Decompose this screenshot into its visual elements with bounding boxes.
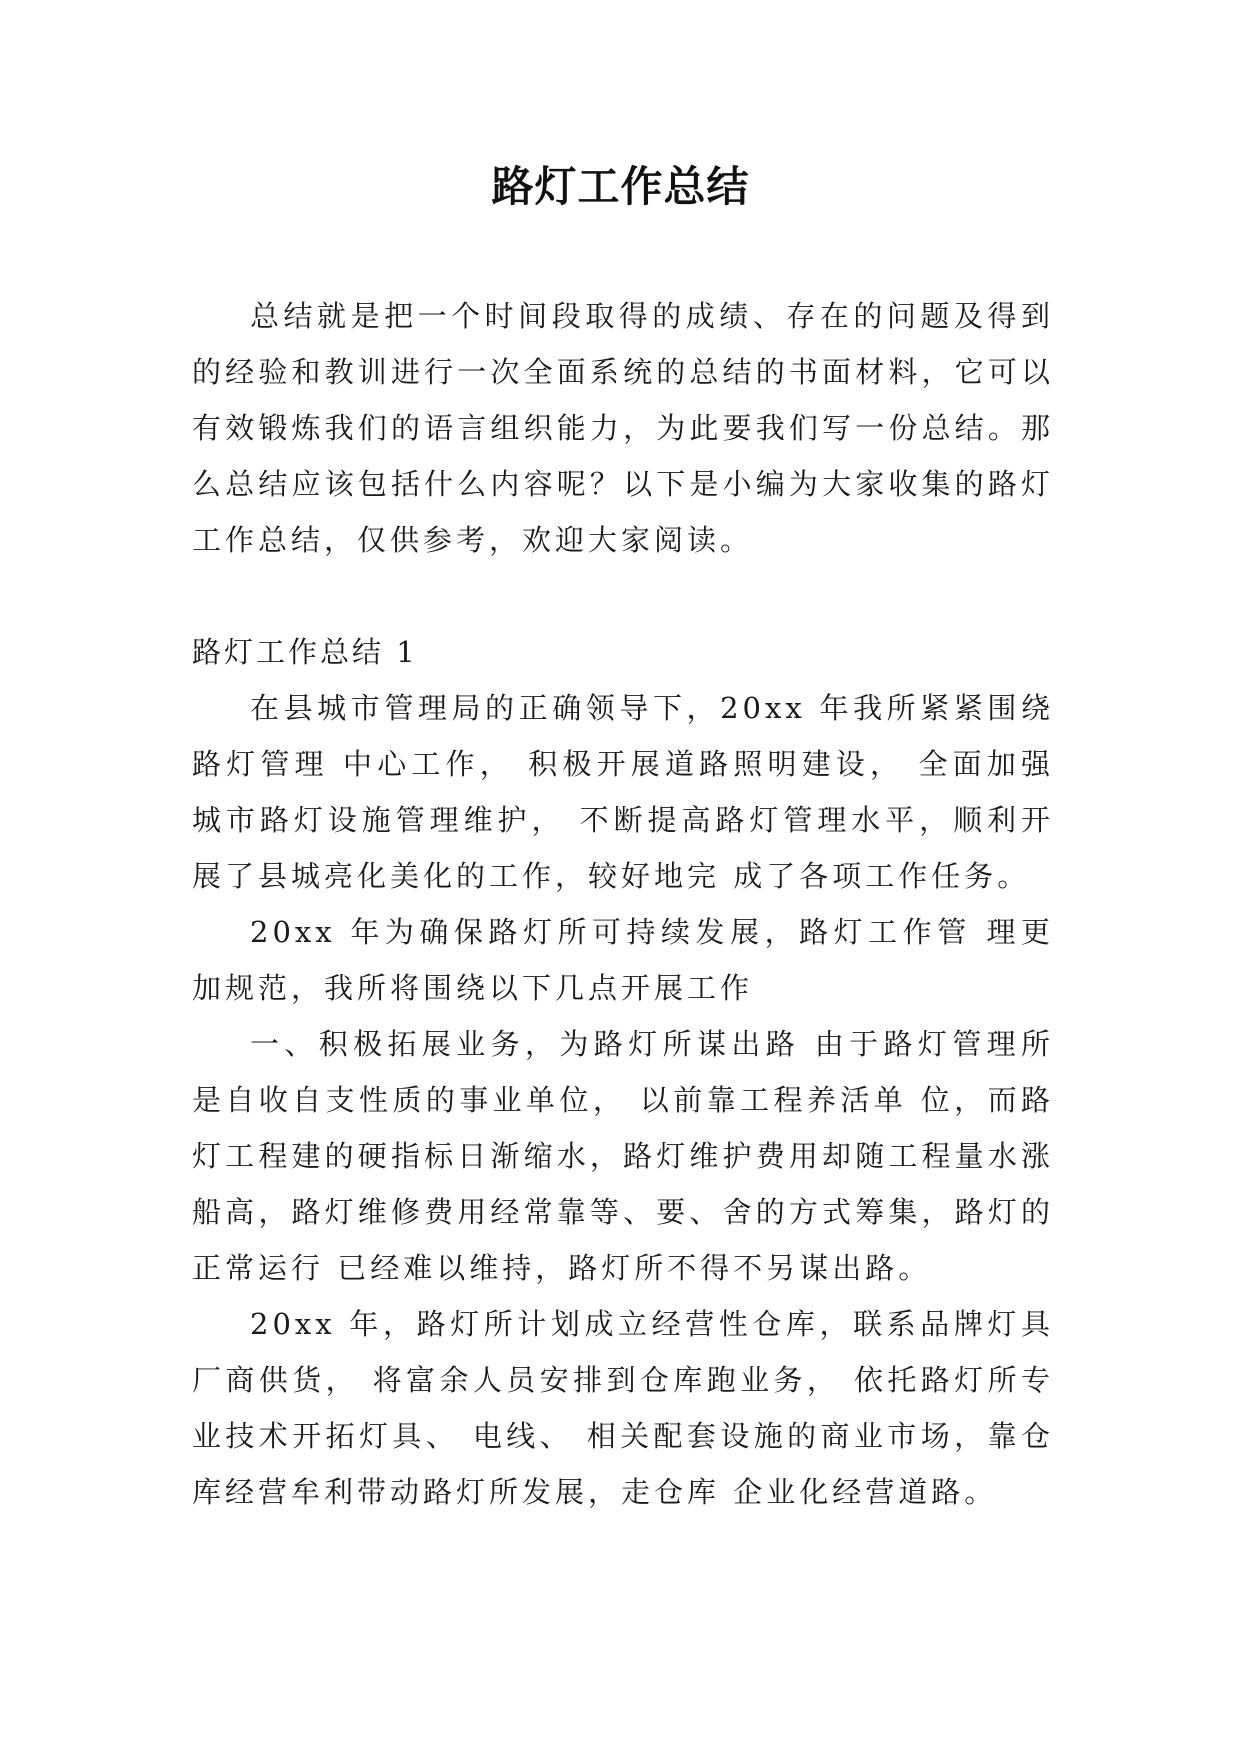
body-paragraph: 20xx 年为确保路灯所可持续发展，路灯工作管 理更加规范，我所将围绕以下几点开展工作 [192,915,1054,1005]
body-paragraph: 20xx 年，路灯所计划成立经营性仓库，联系品牌灯具厂商供货， 将富余人员安排到仓库跑业务， 依托路灯所专业技术开拓灯具、 电线、 相关配套设施的商业市场，靠仓库经营牟利带动路灯所发展，走仓库 企业化经营道路。 [192,1307,1054,1509]
section-heading: 路灯工作总结 1 [192,635,418,669]
intro-paragraph: 总结就是把一个时间段取得的成绩、存在的问题及得到的经验和教训进行一次全面系统的总结的书面材料，它可以有效锻炼我们的语言组织能力，为此要我们写一份总结。那么总结应该包括什么内容呢？以下是小编为大家收集的路灯工作总结，仅供参考，欢迎大家阅读。 [192,299,1054,557]
document-body [192,288,1054,1520]
document-title: 路灯工作总结 [491,162,750,211]
body-paragraph: 一、积极拓展业务，为路灯所谋出路 由于路灯管理所是自收自支性质的事业单位， 以前靠工程养活单 位，而路灯工程建的硬指标日渐缩水，路灯维护费用却随工程量水涨船高，路灯维修费用经常靠等、要、舍的方式筹集，路灯的正常运行 已经难以维持，路灯所不得不另谋出路。 [192,1027,1054,1285]
body-paragraph: 在县城市管理局的正确领导下，20xx 年我所紧紧围绕路灯管理 中心工作， 积极开展道路照明建设， 全面加强城市路灯设施管理维护， 不断提高路灯管理水平，顺利开展了县城亮化美化的工作，较好地完 成了各项工作任务。 [192,691,1054,893]
